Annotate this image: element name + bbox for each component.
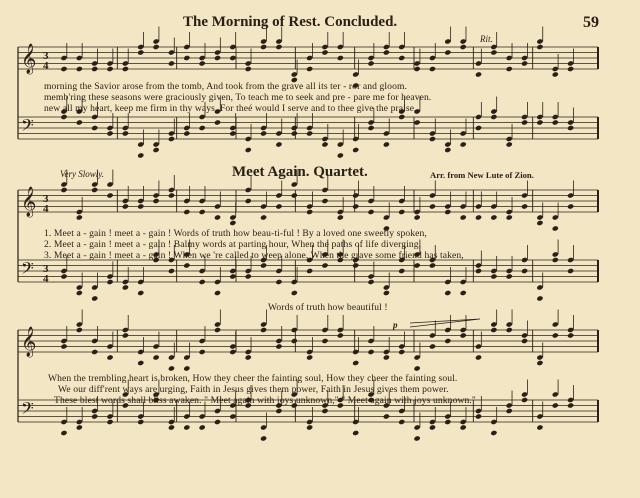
note-head — [490, 430, 497, 436]
note-head — [106, 66, 113, 72]
note-head — [214, 214, 221, 220]
note-head — [552, 119, 559, 125]
note-head — [506, 408, 513, 414]
note-head — [490, 327, 497, 333]
note-head — [306, 268, 313, 274]
note-head — [260, 435, 267, 441]
note-head — [91, 349, 98, 355]
page-number: 59 — [583, 14, 599, 31]
note-head — [352, 147, 359, 153]
note-head — [414, 214, 421, 220]
note-head — [183, 55, 190, 61]
note-head — [306, 130, 313, 136]
note-head — [91, 125, 98, 131]
middle-lyric-line-1: 1. Meet a - gain ! meet a - gain ! Words of truth how beau-ti-ful ! By a loved one sweetly spoken, — [44, 228, 427, 239]
note-head — [567, 402, 574, 408]
note-head — [429, 66, 436, 72]
note-head — [444, 419, 451, 425]
treble-clef-icon: 𝄞 — [21, 327, 37, 357]
note-head — [183, 365, 190, 371]
note-head — [245, 273, 252, 279]
note-head — [460, 290, 467, 296]
note-head — [106, 279, 113, 285]
note-head — [122, 203, 129, 209]
note-head — [275, 203, 282, 209]
note-head — [337, 152, 344, 158]
note-head — [76, 327, 83, 333]
middle-lyric-line-3: 3. Meet a - gain ! meet a - gain ! When we 're called to weep alone, When the grave some friend has taken, — [44, 250, 464, 261]
note-head — [429, 203, 436, 209]
note-head — [536, 119, 543, 125]
note-head — [214, 119, 221, 125]
bass-lyric: Words of truth how beautiful ! — [268, 302, 388, 313]
note-head — [460, 214, 467, 220]
note-head — [76, 424, 83, 430]
note-head — [521, 60, 528, 66]
note-head — [337, 214, 344, 220]
note-head — [337, 55, 344, 61]
note-head — [229, 349, 236, 355]
note-head — [229, 130, 236, 136]
note-head — [321, 49, 328, 55]
note-head — [506, 273, 513, 279]
note-head — [137, 419, 144, 425]
bass-clef-icon: 𝄢 — [21, 115, 34, 139]
note-head — [199, 349, 206, 355]
note-head — [260, 214, 267, 220]
note-head — [521, 338, 528, 344]
note-head — [444, 290, 451, 296]
note-head — [214, 419, 221, 425]
note-head — [260, 44, 267, 50]
note-head — [260, 327, 267, 333]
note-head — [306, 424, 313, 430]
note-head — [60, 187, 67, 193]
note-head — [275, 408, 282, 414]
note-head — [91, 295, 98, 301]
note-head — [214, 327, 221, 333]
note-head — [429, 136, 436, 142]
note-head — [153, 198, 160, 204]
note-head — [444, 147, 451, 153]
note-head — [536, 44, 543, 50]
note-head — [153, 354, 160, 360]
note-head — [460, 424, 467, 430]
note-head — [275, 279, 282, 285]
note-head — [398, 209, 405, 215]
note-head — [429, 424, 436, 430]
note-head — [536, 360, 543, 366]
time-signature-numerator: 3 — [43, 50, 49, 62]
note-head — [490, 273, 497, 279]
note-head — [352, 262, 359, 268]
note-head — [91, 66, 98, 72]
note-head — [490, 49, 497, 55]
note-head — [536, 295, 543, 301]
note-head — [321, 338, 328, 344]
note-head — [398, 349, 405, 355]
note-head — [352, 360, 359, 366]
note-head — [444, 209, 451, 215]
note-head — [122, 130, 129, 136]
note-head — [168, 60, 175, 66]
note-head — [321, 141, 328, 147]
note-head — [429, 343, 436, 349]
note-head — [552, 257, 559, 263]
note-head — [414, 435, 421, 441]
note-head — [414, 262, 421, 268]
note-head — [383, 141, 390, 147]
note-head — [122, 332, 129, 338]
note-head — [199, 424, 206, 430]
note-head — [567, 268, 574, 274]
top-lyric-line-1: morning the Savior arose from the tomb, And took from the grave all its ter - ror and gloom. — [44, 81, 408, 92]
bottom-lyric-line-3: These blest words shall bliss awaken. " Meet again with joys unknown," " Meet again with joys unknown." — [54, 395, 476, 406]
note-head — [337, 332, 344, 338]
bottom-lyric-line-2: We our diff'rent ways are urging, Faith in Jesus gives them power, Faith in Jesus gives them power. — [58, 384, 449, 395]
note-head — [245, 198, 252, 204]
note-head — [475, 354, 482, 360]
note-head — [168, 136, 175, 142]
note-head — [429, 262, 436, 268]
note-head — [60, 430, 67, 436]
note-head — [536, 220, 543, 226]
note-head — [306, 66, 313, 72]
note-head — [291, 192, 298, 198]
note-head — [460, 141, 467, 147]
time-signature-denominator: 4 — [43, 273, 49, 285]
tempo-mark: Very Slowly. — [60, 169, 104, 179]
note-head — [398, 55, 405, 61]
note-head — [321, 262, 328, 268]
note-head — [229, 273, 236, 279]
note-head — [521, 203, 528, 209]
note-head — [321, 408, 328, 414]
note-head — [506, 327, 513, 333]
note-head — [229, 55, 236, 61]
note-head — [521, 268, 528, 274]
note-head — [183, 262, 190, 268]
note-head — [76, 119, 83, 125]
note-head — [168, 268, 175, 274]
note-head — [137, 290, 144, 296]
note-head — [106, 192, 113, 198]
arrangement-credit: Arr. from New Lute of Zion. — [430, 170, 534, 180]
note-head — [260, 262, 267, 268]
note-head — [291, 290, 298, 296]
note-head — [567, 66, 574, 72]
note-head — [199, 60, 206, 66]
bass-clef-icon: 𝄢 — [21, 398, 34, 422]
time-signature-numerator: 3 — [43, 193, 49, 205]
bass-clef-icon: 𝄢 — [21, 258, 34, 282]
note-head — [414, 119, 421, 125]
note-head — [245, 354, 252, 360]
note-head — [521, 397, 528, 403]
note-head — [536, 424, 543, 430]
note-head — [367, 209, 374, 215]
note-head — [260, 130, 267, 136]
note-head — [367, 349, 374, 355]
note-head — [137, 152, 144, 158]
crescendo-mark — [410, 319, 480, 327]
note-head — [490, 114, 497, 120]
note-head — [106, 130, 113, 136]
note-head — [275, 44, 282, 50]
note-head — [398, 419, 405, 425]
note-head — [490, 214, 497, 220]
note-head — [460, 332, 467, 338]
note-head — [245, 147, 252, 153]
rit-mark: Rit. — [480, 34, 493, 44]
note-head — [60, 343, 67, 349]
note-head — [475, 413, 482, 419]
note-head — [321, 198, 328, 204]
note-head — [137, 203, 144, 209]
note-head — [352, 430, 359, 436]
page-title: The Morning of Rest. Concluded. — [183, 14, 398, 30]
note-head — [214, 290, 221, 296]
treble-clef-icon: 𝄞 — [21, 187, 37, 217]
note-head — [552, 225, 559, 231]
note-head — [122, 284, 129, 290]
note-head — [76, 66, 83, 72]
section-title: Meet Again. Quartet. — [232, 164, 368, 180]
note-head — [398, 268, 405, 274]
time-signature-denominator: 4 — [43, 203, 49, 215]
note-head — [183, 209, 190, 215]
dynamic-mark: p — [393, 320, 398, 330]
note-head — [367, 279, 374, 285]
note-head — [352, 203, 359, 209]
note-head — [567, 125, 574, 131]
note-head — [291, 338, 298, 344]
note-head — [60, 114, 67, 120]
note-head — [398, 114, 405, 120]
note-head — [245, 66, 252, 72]
note-head — [567, 203, 574, 209]
note-head — [383, 354, 390, 360]
note-head — [183, 130, 190, 136]
note-head — [137, 49, 144, 55]
note-head — [275, 343, 282, 349]
note-head — [383, 290, 390, 296]
note-head — [183, 424, 190, 430]
note-head — [475, 214, 482, 220]
note-head — [444, 49, 451, 55]
note-head — [506, 66, 513, 72]
note-head — [76, 290, 83, 296]
note-head — [475, 125, 482, 131]
note-head — [367, 60, 374, 66]
note-head — [306, 209, 313, 215]
note-head — [521, 119, 528, 125]
note-head — [414, 365, 421, 371]
note-head — [214, 55, 221, 61]
note-head — [168, 192, 175, 198]
bottom-lyric-line-1: When the trembling heart is broken, How they cheer the fainting soul, How they cheer the fainting soul. — [48, 373, 458, 384]
note-head — [76, 214, 83, 220]
note-head — [306, 354, 313, 360]
note-head — [567, 332, 574, 338]
note-head — [199, 125, 206, 131]
top-lyric-line-2: memb'ring these seasons were graciously given, To teach me to seek and pre - pare me for heaven. — [44, 92, 432, 103]
note-head — [506, 141, 513, 147]
note-head — [552, 71, 559, 77]
note-head — [60, 66, 67, 72]
time-signature-numerator: 3 — [43, 263, 49, 275]
note-head — [91, 413, 98, 419]
note-head — [367, 125, 374, 131]
note-head — [168, 365, 175, 371]
note-head — [168, 424, 175, 430]
note-head — [229, 220, 236, 226]
note-head — [414, 66, 421, 72]
note-head — [506, 214, 513, 220]
note-head — [106, 419, 113, 425]
note-head — [137, 360, 144, 366]
note-head — [383, 413, 390, 419]
note-head — [291, 130, 298, 136]
note-head — [199, 279, 206, 285]
note-head — [106, 354, 113, 360]
note-head — [460, 44, 467, 50]
middle-lyric-line-2: 2. Meet a - gain ! meet a - gain ! Balmy words at parting hour, When the paths of life diverging, — [44, 239, 422, 250]
note-head — [383, 49, 390, 55]
note-head — [91, 187, 98, 193]
note-head — [153, 44, 160, 50]
note-head — [552, 332, 559, 338]
note-head — [475, 268, 482, 274]
note-head — [275, 141, 282, 147]
note-head — [122, 66, 129, 72]
note-head — [153, 147, 160, 153]
treble-clef-icon: 𝄞 — [21, 44, 37, 74]
note-head — [475, 71, 482, 77]
note-head — [444, 338, 451, 344]
time-signature-denominator: 4 — [43, 60, 49, 72]
note-head — [552, 402, 559, 408]
note-head — [199, 209, 206, 215]
note-head — [229, 413, 236, 419]
top-lyric-line-3: new all my heart, keep me firm in thy ways, For theé would I serve and to thee give the praise. — [44, 103, 417, 114]
note-head — [60, 273, 67, 279]
